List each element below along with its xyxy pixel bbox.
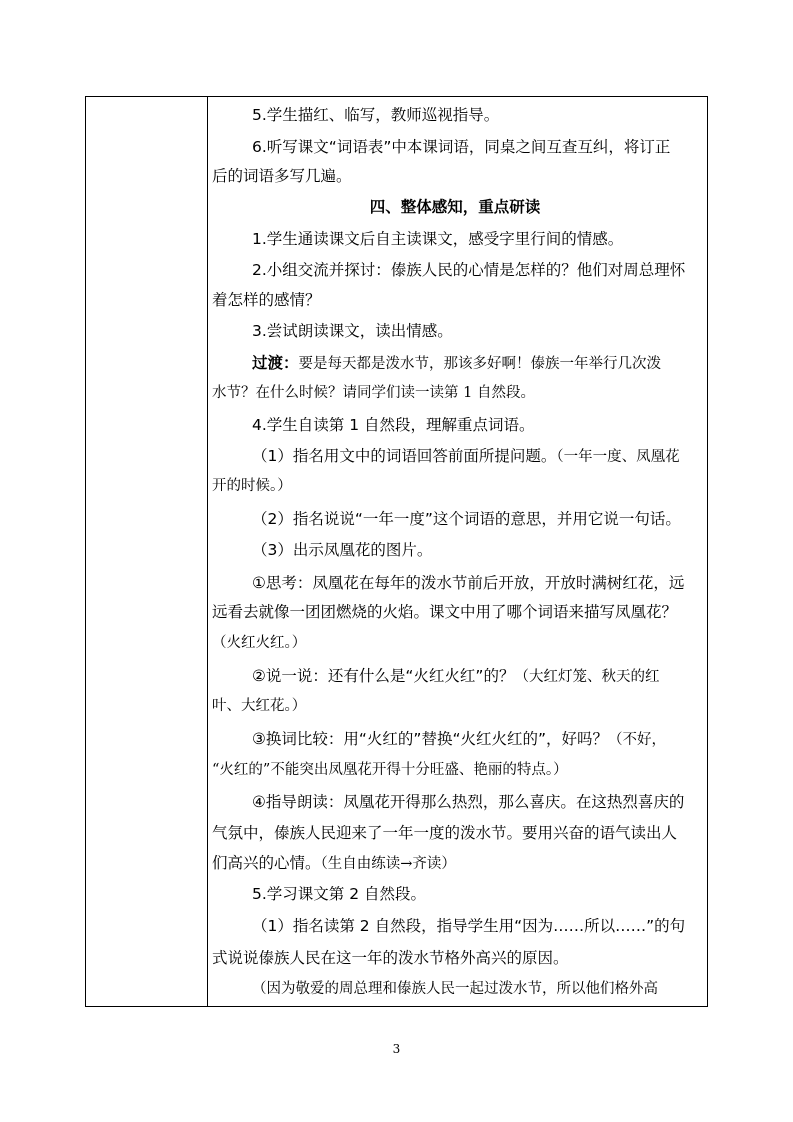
question-text: ②说一说：还有什么是“火红火红”的？ <box>252 667 515 685</box>
text-line: 4.学生自读第 1 自然段，理解重点词语。 <box>252 416 535 434</box>
text-line: （1）指名读第 2 自然段，指导学生用“因为……所以……”的句 <box>252 917 686 935</box>
instruction-text: 们高兴的心情。 <box>212 854 321 872</box>
text-line: 水节？在什么时候？请同学们读一读第 1 自然段。 <box>212 385 535 401</box>
column-divider <box>207 97 208 1006</box>
transition-line <box>252 353 661 373</box>
text-line: 气氛中，傣族人民迎来了一年一度的泼水节。要用兴奋的语气读出人 <box>212 824 678 842</box>
answer-text: （一年一度、凤凰花 <box>556 449 680 465</box>
transition-text: 要是每天都是泼水节，那该多好啊！傣族一年举行几次泼 <box>298 356 662 372</box>
text-line: 5.学习课文第 2 自然段。 <box>252 885 427 903</box>
text-line: ④指导朗读：凤凰花开得那么热烈，那么喜庆。在这热烈喜庆的 <box>252 793 685 811</box>
question-text: ③换词比较：用“火红的”替换“火红火红的”，好吗？ <box>252 730 609 748</box>
activity-note: （生自由练读→齐读） <box>320 856 456 872</box>
text-line: 式说说傣族人民在这一年的泼水节格外高兴的原因。 <box>212 949 569 967</box>
text-line: 6.听写课文“词语表”中本课词语，同桌之间互查互纠，将订正 <box>252 138 671 156</box>
text-line: 叶、大红花。） <box>212 698 307 714</box>
transition-label: 过渡： <box>252 354 299 372</box>
text-line <box>212 853 456 873</box>
text-line: 3.尝试朗读课文，读出情感。 <box>252 322 453 340</box>
page-number: 3 <box>392 1042 401 1056</box>
text-line <box>252 729 666 749</box>
text-line: 开的时候。） <box>212 478 292 494</box>
lesson-table <box>85 96 708 1007</box>
text-line: 着怎样的感情？ <box>212 291 321 309</box>
text-line: （2）指名说说“一年一度”这个词语的意思，并用它说一句话。 <box>252 510 681 528</box>
text-line: 远看去就像一团团燃烧的火焰。课文中用了哪个词语来描写凤凰花？ <box>212 603 678 621</box>
text-line: （3）出示凤凰花的图片。 <box>252 541 433 559</box>
text-line: 后的词语多写几遍。 <box>212 167 352 185</box>
text-line <box>252 446 680 466</box>
text-line: “火红的”不能突出凤凰花开得十分旺盛、艳丽的特点。） <box>212 762 568 778</box>
text-line <box>252 666 659 686</box>
text-line: ①思考：凤凰花在每年的泼水节前后开放，开放时满树红花，远 <box>252 574 685 592</box>
text-line: （因为敬爱的周总理和傣族人民一起过泼水节，所以他们格外高 <box>252 981 658 997</box>
text-line: 2.小组交流并探讨：傣族人民的心情是怎样的？他们对周总理怀 <box>252 261 686 279</box>
text-line: 5.学生描红、临写，教师巡视指导。 <box>252 106 500 124</box>
section-heading: 四、整体感知，重点研读 <box>369 198 541 216</box>
answer-text: （不好， <box>608 732 667 748</box>
question-text: （1）指名用文中的词语回答前面所提问题。 <box>252 447 557 465</box>
text-line: 1.学生通读课文后自主读课文，感受字里行间的情感。 <box>252 230 624 248</box>
text-line: （火红火红。） <box>212 635 307 651</box>
answer-text: （大红灯笼、秋天的红 <box>514 669 660 685</box>
